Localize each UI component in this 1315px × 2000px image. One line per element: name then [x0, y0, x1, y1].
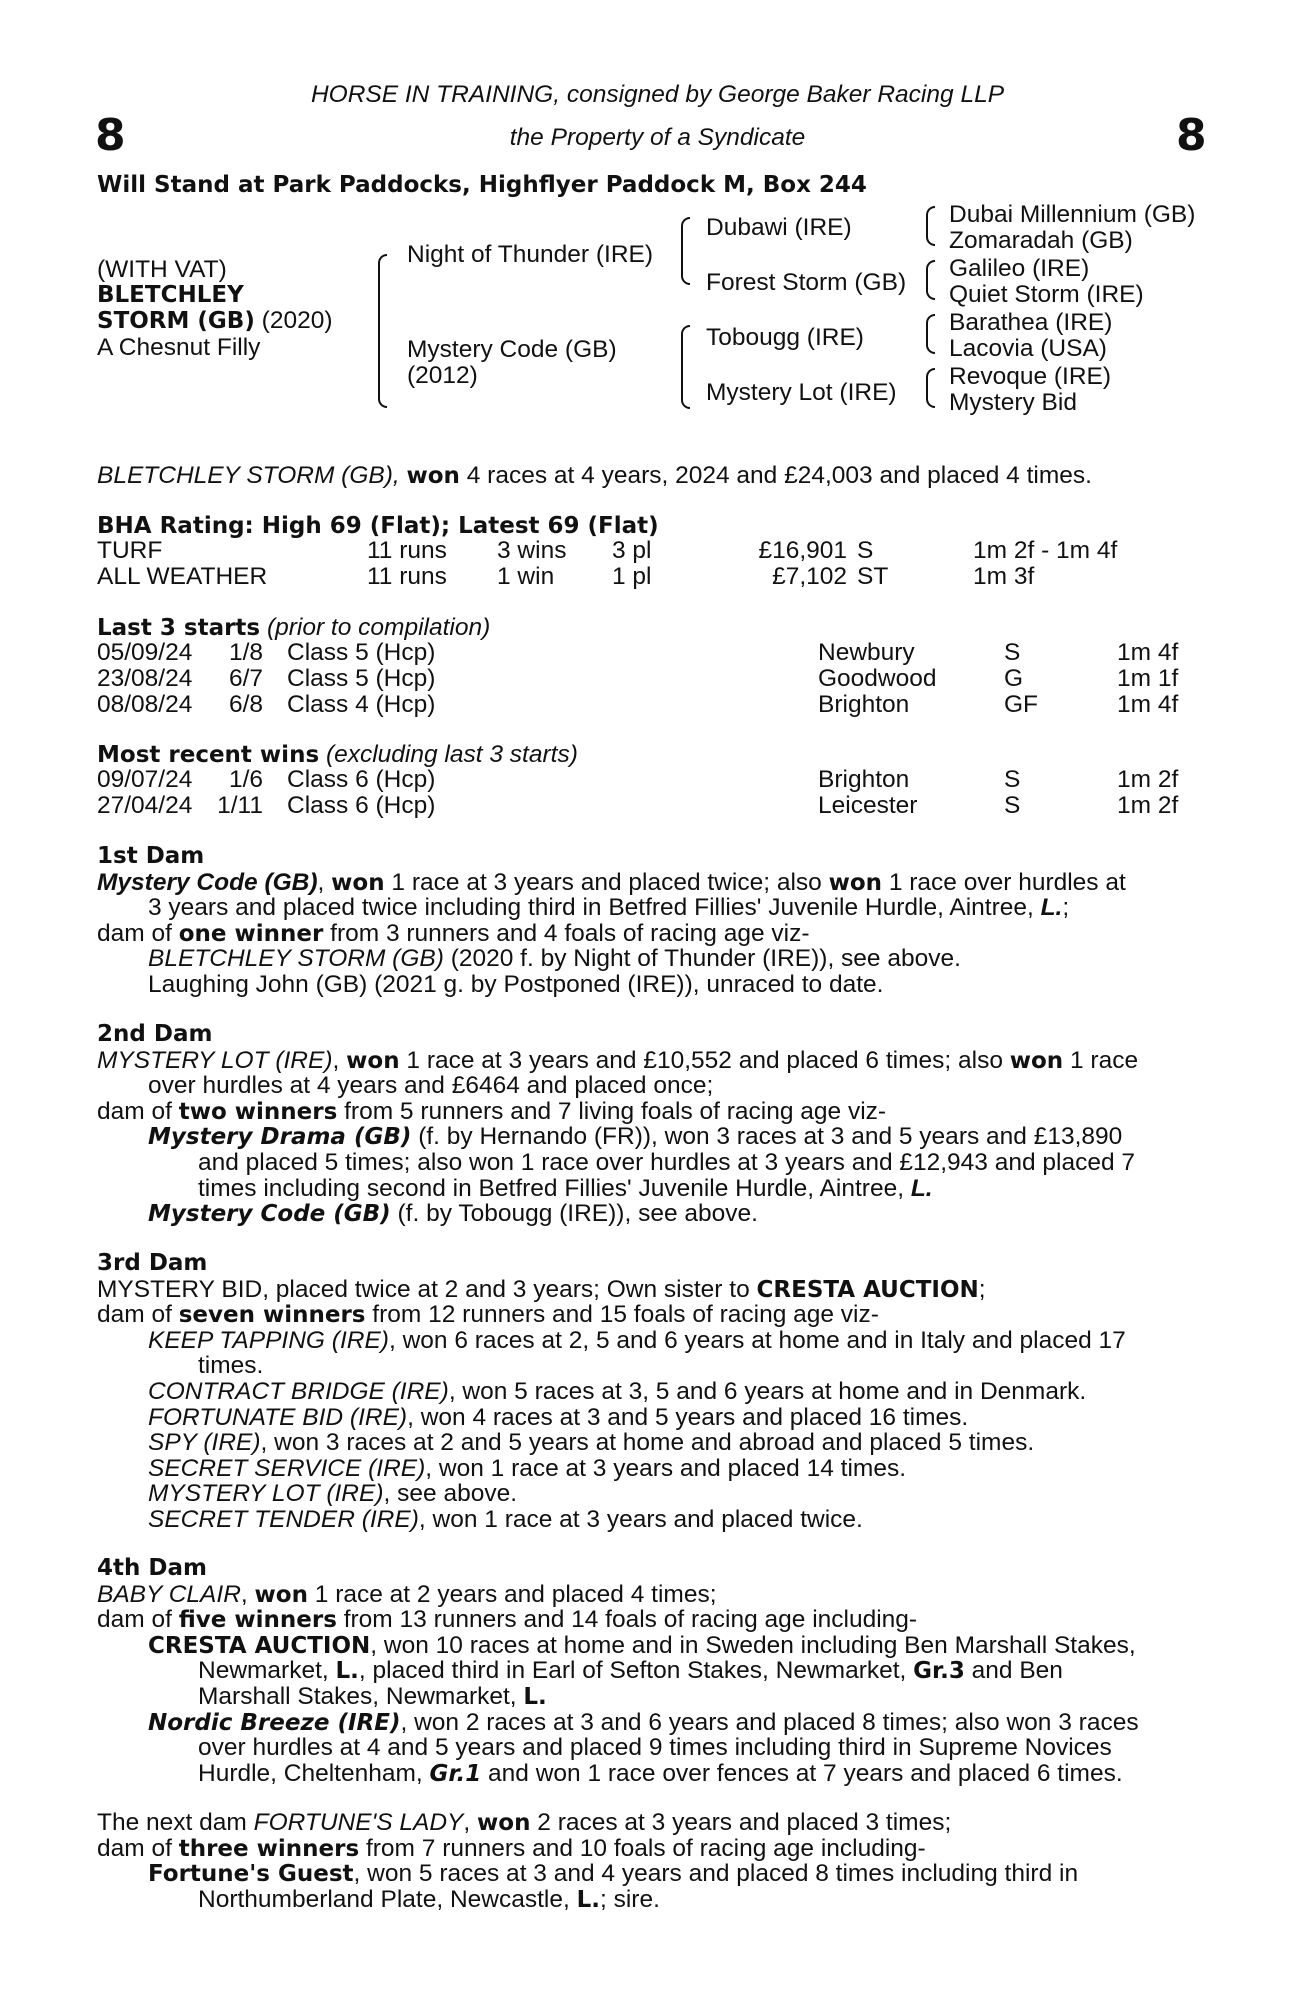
table-row: [97, 666, 1207, 692]
dam2-progeny-1-cont: and placed 5 times; also won 1 race over hurdles at 3 years and £12,943 and placed 7: [198, 1148, 1136, 1176]
dam4-progeny-1-cont2: Marshall Stakes, Newmarket, L.: [198, 1682, 547, 1710]
dam2-progeny-1-cont2: times including second in Betfred Fillies' Juvenile Hurdle, Aintree, L.: [198, 1174, 933, 1202]
fourth-dam-section: [97, 1556, 1203, 1786]
dam1-progeny-2: Laughing John (GB) (2021 g. by Postponed (IRE)), unraced to date.: [148, 970, 884, 998]
dam3-line2: dam of seven winners from 12 runners and 15 foals of racing age viz-: [97, 1301, 879, 1329]
pedigree-dds: Revoque (IRE): [949, 363, 1112, 390]
table-row: [97, 692, 1207, 718]
rating-prize: £7,102: [772, 563, 847, 590]
rating-surface: ALL WEATHER: [97, 563, 268, 590]
summary-horse-name: BLETCHLEY STORM (GB),: [97, 462, 400, 489]
recent-table: [97, 767, 1207, 819]
pedigree-dam-name: Mystery Code (GB): [407, 336, 617, 363]
last3-table: [97, 640, 1207, 718]
dam3-progeny-6: MYSTERY LOT (IRE), see above.: [148, 1480, 517, 1508]
rating-placed: 3 pl: [612, 537, 652, 564]
dam4-progeny-1-cont: Newmarket, L., placed third in Earl of Sefton Stakes, Newmarket, Gr.3 and Ben: [198, 1657, 1063, 1685]
pedigree-dsd: Lacovia (USA): [949, 335, 1107, 362]
lot-number-left: 8: [95, 110, 126, 161]
dam3-progeny-1-cont: times.: [198, 1352, 264, 1380]
pedigree-dam-dam: Mystery Lot (IRE): [706, 379, 897, 406]
pedigree-dam-year: (2012): [407, 361, 478, 389]
pedigree-sdd: Quiet Storm (IRE): [949, 281, 1144, 308]
recent-note: (excluding last 3 starts): [325, 741, 578, 768]
dam4-line2: dam of five winners from 13 runners and 14 foals of racing age including-: [97, 1606, 918, 1634]
horse-name-line2: STORM (GB): [97, 308, 255, 335]
dam3-line1: MYSTERY BID, placed twice at 2 and 3 years; Own sister to CRESTA AUCTION;: [97, 1275, 986, 1303]
win-date: 27/04/24: [97, 792, 193, 819]
pedigree-dam: [407, 337, 617, 388]
dam3-progeny-2: CONTRACT BRIDGE (IRE), won 5 races at 3, 5 and 6 years at home and in Denmark.: [148, 1377, 1087, 1405]
dam3-progeny-4: SPY (IRE), won 3 races at 2 and 5 years at home and abroad and placed 5 times.: [148, 1429, 1035, 1457]
pedigree-ssd: Zomaradah (GB): [949, 227, 1133, 254]
summary-won: won: [406, 463, 460, 489]
dam2-line1: MYSTERY LOT (IRE), won 1 race at 3 years and £10,552 and placed 6 times; also won 1 race: [97, 1046, 1139, 1074]
pedigree-brace-ds: [926, 314, 935, 354]
pedigree-ddd: Mystery Bid: [949, 389, 1077, 416]
start-going: S: [1004, 639, 1021, 666]
win-class: Class 6 (Hcp): [287, 766, 436, 793]
start-distance: 1m 4f: [1117, 639, 1179, 666]
first-dam-section: [97, 844, 1203, 998]
rating-table: [97, 538, 1207, 590]
nextdam-progeny-1-cont: Northumberland Plate, Newcastle, L.; sire.: [198, 1885, 660, 1913]
dam2-progeny-1: Mystery Drama (GB) (f. by Hernando (FR)), won 3 races at 3 and 5 years and £13,890: [148, 1123, 1123, 1151]
rating-going: ST: [857, 563, 889, 590]
rating-going: S: [857, 537, 874, 564]
rating-wins: 1 win: [497, 563, 555, 590]
pedigree-brace-dd: [926, 368, 935, 408]
header-title-line1: HORSE IN TRAINING, consigned by George Baker Racing LLP: [310, 81, 1005, 108]
start-course: Newbury: [818, 639, 915, 666]
rating-row: [97, 538, 1207, 564]
win-going: S: [1004, 792, 1021, 819]
horse-identity: [97, 257, 333, 360]
table-row: [97, 793, 1207, 819]
start-course: Brighton: [818, 691, 910, 718]
dam3-progeny-7: SECRET TENDER (IRE), won 1 race at 3 years and placed twice.: [148, 1505, 863, 1533]
second-dam-section: [97, 1022, 1203, 1227]
dam3-progeny-5: SECRET SERVICE (IRE), won 1 race at 3 years and placed 14 times.: [148, 1454, 907, 1482]
table-row: [97, 767, 1207, 793]
start-distance: 1m 1f: [1117, 665, 1179, 692]
start-position: 1/8: [228, 639, 263, 666]
start-date: 23/08/24: [97, 665, 193, 692]
table-row: [97, 640, 1207, 666]
dam3-progeny-3: FORTUNATE BID (IRE), won 4 races at 3 and 5 years and placed 16 times.: [148, 1403, 969, 1431]
win-distance: 1m 2f: [1117, 766, 1179, 793]
rating-placed: 1 pl: [612, 563, 652, 590]
start-class: Class 4 (Hcp): [287, 691, 436, 718]
rating-surface: TURF: [97, 537, 163, 564]
section-heading: 2nd Dam: [97, 1021, 213, 1047]
rating-runs: 11 runs: [367, 563, 447, 590]
pedigree-sire-dam: Forest Storm (GB): [706, 269, 907, 296]
start-position: 6/7: [228, 665, 263, 692]
start-course: Goodwood: [818, 665, 937, 692]
start-going: G: [1004, 665, 1024, 692]
pedigree-brace-sire: [681, 217, 690, 285]
dam2-line2: over hurdles at 4 years and £6464 and placed once;: [148, 1072, 714, 1100]
section-heading: 3rd Dam: [97, 1250, 208, 1276]
dam1-line2: 3 years and placed twice including third in Betfred Fillies' Juvenile Hurdle, Aintree, L.;: [148, 894, 1070, 922]
horse-description: A Chesnut Filly: [97, 333, 261, 361]
win-position: 1/6: [228, 766, 263, 793]
pedigree-sss: Dubai Millennium (GB): [949, 201, 1196, 228]
race-summary: [97, 463, 1092, 490]
rating-distance: 1m 3f: [973, 563, 1035, 590]
win-position: 1/11: [217, 792, 263, 819]
start-distance: 1m 4f: [1117, 691, 1179, 718]
rating-heading: BHA Rating: High 69 (Flat); Latest 69 (Flat): [97, 513, 659, 539]
dam4-progeny-2: Nordic Breeze (IRE), won 2 races at 3 and 6 years and placed 8 times; also won 3 races: [148, 1708, 1139, 1736]
section-heading: 4th Dam: [97, 1555, 207, 1581]
pedigree-brace-ss: [926, 206, 935, 246]
last3-title: Last 3 starts: [97, 615, 261, 641]
start-date: 05/09/24: [97, 639, 193, 666]
pedigree-brace-sd: [926, 260, 935, 300]
third-dam-section: [97, 1251, 1203, 1533]
summary-text: 4 races at 4 years, 2024 and £24,003 and placed 4 times.: [466, 462, 1092, 489]
pedigree-sire-sire: Dubawi (IRE): [706, 214, 852, 241]
dam4-progeny-1: CRESTA AUCTION, won 10 races at home and in Sweden including Ben Marshall Stakes,: [148, 1631, 1136, 1659]
recent-title: Most recent wins: [97, 742, 320, 768]
next-dam-section: [97, 1810, 1203, 1912]
horse-name-line1: BLETCHLEY: [97, 281, 244, 308]
pedigree-brace-dam: [681, 325, 690, 409]
header-title-line2: the Property of a Syndicate: [509, 124, 806, 151]
win-distance: 1m 2f: [1117, 792, 1179, 819]
start-position: 6/8: [228, 691, 263, 718]
stand-location: Will Stand at Park Paddocks, Highflyer Paddock M, Box 244: [97, 172, 867, 198]
lot-number-right: 8: [1176, 110, 1207, 161]
rating-wins: 3 wins: [497, 537, 567, 564]
rating-distance: 1m 2f - 1m 4f: [973, 537, 1118, 564]
dam4-line1: BABY CLAIR, won 1 race at 2 years and placed 4 times;: [97, 1580, 717, 1608]
recent-heading: [97, 742, 578, 769]
dam1-progeny-1: BLETCHLEY STORM (GB) (2020 f. by Night of Thunder (IRE)), see above.: [148, 945, 961, 973]
dam2-line3: dam of two winners from 5 runners and 7 living foals of racing age viz-: [97, 1097, 887, 1125]
win-class: Class 6 (Hcp): [287, 792, 436, 819]
start-class: Class 5 (Hcp): [287, 639, 436, 666]
win-course: Leicester: [818, 792, 918, 819]
dam1-line3: dam of one winner from 3 runners and 4 foals of racing age viz-: [97, 919, 810, 947]
last3-heading: [97, 615, 490, 642]
start-class: Class 5 (Hcp): [287, 665, 436, 692]
nextdam-line1: The next dam FORTUNE'S LADY, won 2 races at 3 years and placed 3 times;: [97, 1809, 952, 1836]
dam2-progeny-2: Mystery Code (GB) (f. by Tobougg (IRE)), see above.: [148, 1200, 758, 1228]
win-going: S: [1004, 766, 1021, 793]
last3-note: (prior to compilation): [266, 614, 491, 641]
pedigree-sds: Galileo (IRE): [949, 255, 1090, 282]
section-heading: 1st Dam: [97, 843, 205, 869]
win-course: Brighton: [818, 766, 910, 793]
pedigree-dam-sire: Tobougg (IRE): [706, 324, 864, 351]
nextdam-line2: dam of three winners from 7 runners and 10 foals of racing age including-: [97, 1834, 926, 1862]
rating-runs: 11 runs: [367, 537, 447, 564]
nextdam-progeny-1: Fortune's Guest, won 5 races at 3 and 4 years and placed 8 times including third in: [148, 1860, 1079, 1888]
pedigree-sire: Night of Thunder (IRE): [407, 241, 654, 268]
start-date: 08/08/24: [97, 691, 193, 718]
vat-note: (WITH VAT): [97, 256, 227, 283]
horse-year: (2020): [261, 307, 333, 335]
rating-prize: £16,901: [758, 537, 847, 564]
dam4-progeny-2-cont2: Hurdle, Cheltenham, Gr.1 and won 1 race over fences at 7 years and placed 6 times.: [198, 1759, 1123, 1787]
rating-row: [97, 564, 1207, 590]
start-going: GF: [1004, 691, 1039, 718]
win-date: 09/07/24: [97, 766, 193, 793]
pedigree-dss: Barathea (IRE): [949, 309, 1113, 336]
dam3-progeny-1: KEEP TAPPING (IRE), won 6 races at 2, 5 and 6 years at home and in Italy and placed 17: [148, 1326, 1126, 1354]
dam4-progeny-2-cont: over hurdles at 4 and 5 years and placed 9 times including third in Supreme Novices: [198, 1734, 1112, 1762]
pedigree-brace-main: [378, 254, 387, 408]
dam1-line1: Mystery Code (GB), won 1 race at 3 years and placed twice; also won 1 race over hurdles at: [97, 868, 1126, 896]
